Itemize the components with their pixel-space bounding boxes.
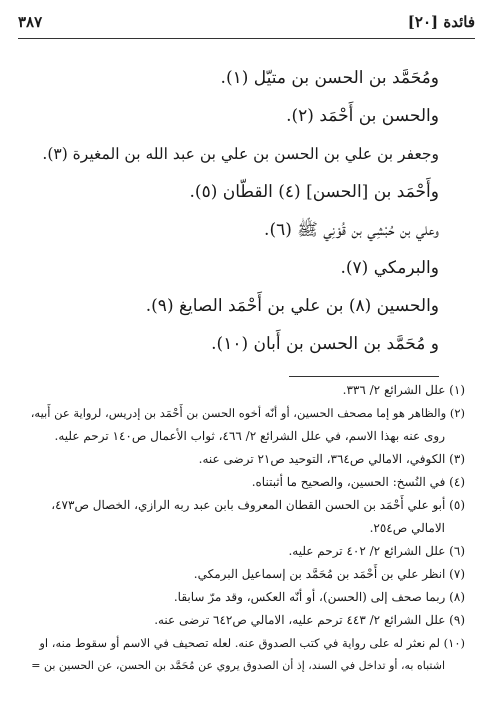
footnote: (٩) علل الشرائع ٢/ ٤٤٣ ترحم عليه، الامالي ص٦٤٢ ترضى عنه. <box>154 613 465 627</box>
footnote: (١٠) لم نعثر له على رواية في كتب الصدوق عنه. لعله تصحيف في الاسم أو سقوط منه، او <box>39 636 465 650</box>
footnote: (١) علل الشرائع ٢/ ٣٣٦. <box>342 383 465 397</box>
footnote: (٨) ربما صحف إلى (الحسن)، أو أنّه العكس، وقد مرّ سابقا. <box>173 590 465 604</box>
main-line: وأَحْمَد بن [الحسن] (٤) القطّان (٥). <box>189 182 439 202</box>
page-header <box>18 8 475 36</box>
main-line: والحسين (٨) بن علي بن أَحْمَد الصايغ (٩). <box>145 296 439 316</box>
footnote-continuation: الامالي ص٢٥٤. <box>369 521 445 535</box>
main-text <box>40 68 439 372</box>
header-rule <box>18 38 475 39</box>
footnote: (٥) أبو علي أَحْمَد بن الحسن القطان المعروف بابن عبد ربه الرازي، الخصال ص٤٧٣، <box>51 498 465 512</box>
footnote: (٢) والظاهر هو إما مصحف الحسين، أو أنّه أخوه الحسن بن أَحْمَد بن إدريس، لرواية عن أَبيه، <box>30 406 465 420</box>
main-line: وجعفر بن علي بن الحسن بن علي بن عبد الله بن المغيرة (٣). <box>42 145 439 163</box>
footnote-separator <box>289 376 439 377</box>
page-number: ٣٨٧ <box>18 13 43 31</box>
main-line: ومُحَمَّد بن الحسن بن متيّل (١). <box>220 68 439 88</box>
footnote-continuation: روى عنه بهذا الاسم، في علل الشرائع ٢/ ٤٦٦، ثواب الأعمال ص١٤٠ ترحم عليه. <box>54 429 445 443</box>
footnote: (٣) الكوفي، الامالي ص٣٦٤، التوحيد ص٢١ ترضى عنه. <box>198 452 465 466</box>
main-line: والبرمكي (٧). <box>340 258 439 278</box>
running-title: فائدة [٢٠] <box>407 13 475 31</box>
footnote: (٧) انظر علي بن أَحْمَد بن مُحَمَّد بن إسماعيل البرمكي. <box>193 567 465 581</box>
main-line: و مُحَمَّد بن الحسن بن أَبان (١٠). <box>211 334 439 354</box>
footnote-continuation: اشتباه به، أو تداخل في السند، إذ أن الصدوق يروي عن مُحَمَّد بن الحسن، عن الحسين بن = <box>31 659 445 672</box>
footnote: (٤) في النُسخ: الحسين، والصحيح ما أثبتناه. <box>251 475 465 489</box>
main-line: والحسن بن أَحْمَد (٢). <box>286 106 439 126</box>
footnotes <box>30 382 465 681</box>
footnote: (٦) علل الشرائع ٢/ ٤٠٢ ترحم عليه. <box>288 544 465 558</box>
main-line: وعلي بن حُبْشِي بن قُوْنِي ﷺ (٦). <box>264 220 439 240</box>
